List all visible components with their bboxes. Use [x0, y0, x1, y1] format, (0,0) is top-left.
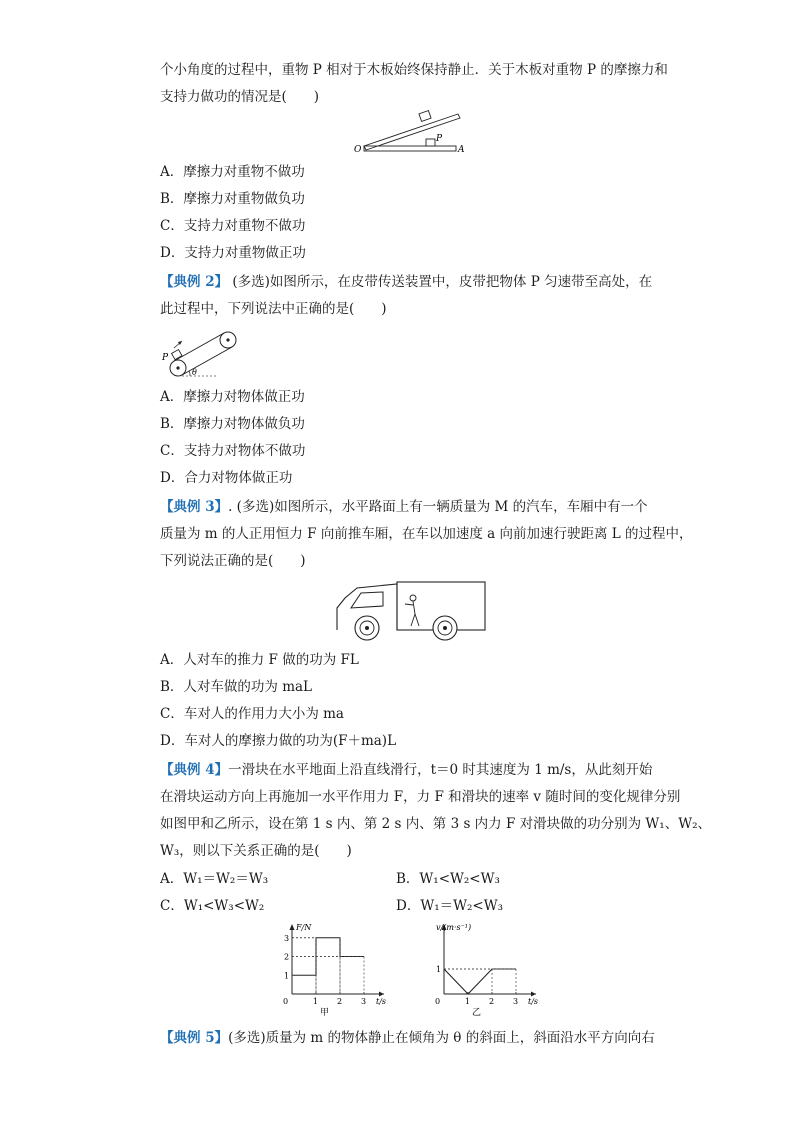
q1-label-o: O — [354, 145, 362, 155]
y-axis-arrow — [290, 924, 295, 930]
q2-label-theta: θ — [192, 368, 197, 377]
x-tick-label: 3 — [361, 997, 367, 1006]
q4-option-c: C．W₁<W₃<W₂ — [160, 898, 265, 914]
q3-option-a: A．人对车的推力 F 做的功为 FL — [160, 652, 359, 668]
q1-option-d: D．支持力对重物做正功 — [160, 245, 306, 261]
q1-label-p: P — [436, 134, 443, 144]
q3-text-line-1: 【典例 3】. (多选)如图所示，水平路面上有一辆质量为 M 的汽车，车厢中有一个 — [160, 499, 648, 515]
q4-option-a: A．W₁＝W₂＝W₃ — [160, 871, 269, 887]
q1-option-c: C．支持力对重物不做功 — [160, 218, 306, 234]
q2-option-c: C．支持力对物体不做功 — [160, 443, 306, 459]
q2-conveyor-figure — [160, 328, 250, 384]
q3-text-line-2: 质量为 m 的人正用恒力 F 向前推车厢，在车以加速度 a 向前加速行驶距离 L 的过程中， — [160, 526, 693, 542]
q2-option-a: A．摩擦力对物体做正功 — [160, 389, 305, 405]
q1-option-a: A．摩擦力对重物不做功 — [160, 164, 305, 180]
q2-option-d: D．合力对物体做正功 — [160, 470, 293, 486]
x-axis-label: t/s — [376, 997, 387, 1006]
q2-text-line-2: 此过程中，下列说法中正确的是( ) — [160, 301, 387, 317]
q5-tag: 【典例 5】 — [160, 1030, 229, 1046]
q3-tag: 【典例 3】 — [160, 499, 229, 515]
q1-incline-figure — [350, 108, 470, 156]
x-tick-label: 1 — [465, 997, 471, 1006]
q3-option-d: D．车对人的摩擦力做的功为(F＋ma)L — [160, 733, 397, 749]
q1-option-b: B．摩擦力对重物做负功 — [160, 191, 305, 207]
x-tick-label: 2 — [337, 997, 343, 1006]
x-tick-label: 3 — [513, 997, 519, 1006]
q2-label-p: P — [162, 353, 169, 363]
q4-text-line-4: W₃，则以下关系正确的是( ) — [160, 843, 352, 859]
q4-tag: 【典例 4】 — [160, 762, 229, 778]
q3-option-c: C．车对人的作用力大小为 ma — [160, 706, 344, 722]
q1-text-line-2: 支持力做功的情况是( ) — [160, 89, 320, 105]
x-tick-label: 0 — [283, 997, 289, 1006]
y-tick-label: 1 — [436, 965, 442, 974]
y-tick-label: 1 — [284, 971, 290, 981]
q4-text-line-1: 【典例 4】一滑块在水平地面上沿直线滑行，t＝0 时其速度为 1 m/s，从此刻开始 — [160, 762, 653, 778]
chart-caption: 甲 — [320, 1008, 330, 1018]
q1-label-a: A — [458, 145, 465, 155]
q2-text-line-1: 【典例 2】 (多选)如图所示，在皮带传送装置中，皮带把物体 P 匀速带至高处，在 — [160, 274, 653, 290]
x-tick-label: 1 — [313, 997, 319, 1006]
q3-option-b: B．人对车做的功为 maL — [160, 679, 313, 695]
q3-text-line-3: 下列说法正确的是( ) — [160, 553, 306, 569]
x-tick-label: 2 — [489, 997, 495, 1006]
chart-yi — [432, 922, 552, 1020]
y-axis-label: v/(m·s⁻¹) — [436, 923, 472, 932]
q4-option-d: D．W₁＝W₂<W₃ — [396, 898, 503, 914]
y-axis-label: F/N — [296, 923, 312, 932]
q3-truck-figure — [335, 580, 487, 642]
q4-text-line-3: 如图甲和乙所示，设在第 1 s 内、第 2 s 内、第 3 s 内力 F 对滑块做的功分别为 W₁、W₂、 — [160, 816, 711, 832]
q2-tag: 【典例 2】 — [160, 274, 229, 290]
q4-option-b: B．W₁<W₂<W₃ — [396, 871, 500, 887]
x-tick-label: 0 — [435, 997, 441, 1006]
q2-option-b: B．摩擦力对物体做负功 — [160, 416, 305, 432]
q5-text-line-1: 【典例 5】(多选)质量为 m 的物体静止在倾角为 θ 的斜面上，斜面沿水平方向向右 — [160, 1030, 655, 1046]
series-line — [444, 969, 516, 994]
x-axis-arrow — [531, 992, 536, 997]
chart-jia — [280, 922, 400, 1020]
x-axis-label: t/s — [528, 997, 539, 1006]
y-tick-label: 3 — [284, 933, 290, 943]
q4-text-line-2: 在滑块运动方向上再施加一水平作用力 F，力 F 和滑块的速率 v 随时间的变化规律分别 — [160, 789, 681, 805]
chart-caption: 乙 — [472, 1008, 482, 1018]
x-axis-arrow — [379, 992, 384, 997]
y-tick-label: 2 — [284, 952, 290, 962]
q1-text-line-1: 个小角度的过程中，重物 P 相对于木板始终保持静止．关于木板对重物 P 的摩擦力和 — [160, 62, 668, 78]
